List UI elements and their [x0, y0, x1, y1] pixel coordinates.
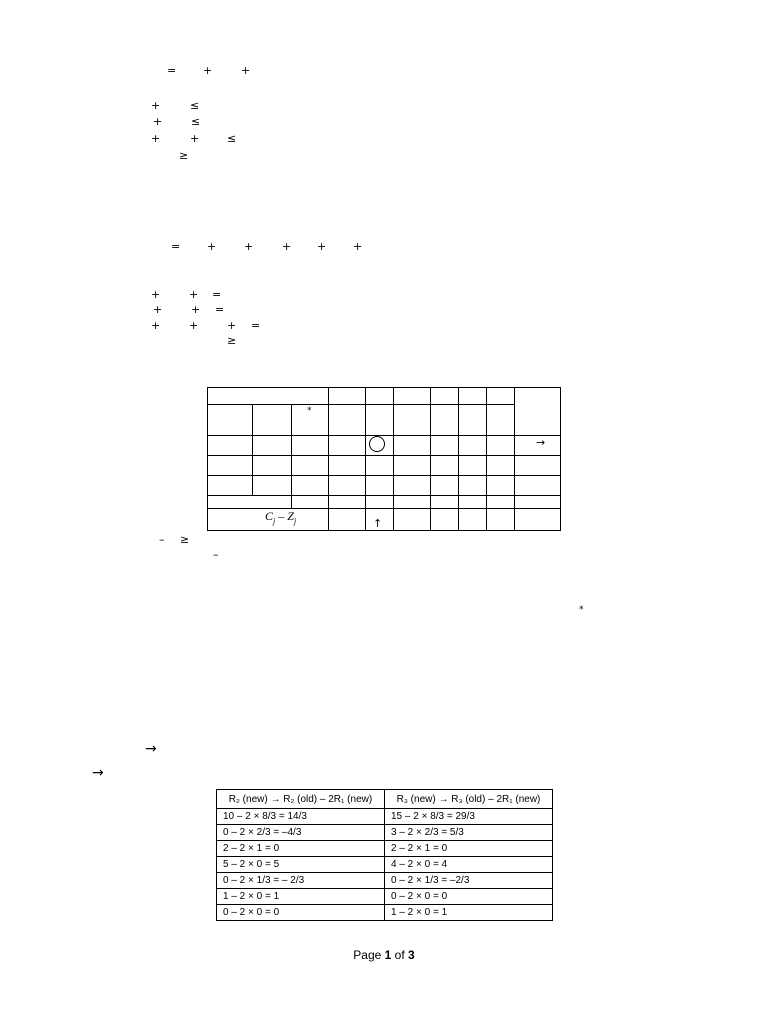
page-footer [0, 948, 768, 962]
table-row [217, 825, 553, 841]
constraint1-row2-leq: ≤ [191, 115, 201, 128]
row-op-cell: 1 – 2 × 0 = 1 [385, 905, 553, 921]
constraint1-row1-leq: ≤ [190, 99, 200, 112]
row-op-header-r2: R₂ (new) → R₂ (old) – 2R₁ (new) [217, 790, 385, 809]
constraint1-row1-plus: + [151, 99, 161, 112]
row-op-cell: 2 – 2 × 1 = 0 [385, 841, 553, 857]
objective2-plus-3: + [282, 240, 292, 253]
objective2-plus-4: + [317, 240, 327, 253]
constraint2-row1-plus-2: + [189, 288, 199, 301]
constraint2-row3-equals: = [251, 319, 261, 332]
pivot-column-arrow: ↑ [373, 517, 383, 530]
footer-page-number: 1 [384, 948, 392, 962]
simplex-tableau [207, 387, 561, 531]
constraint1-nonnegativity: ≥ [179, 149, 189, 162]
objective2-plus-2: + [244, 240, 254, 253]
constraint2-row1-equals: = [212, 288, 222, 301]
table-row [217, 889, 553, 905]
row-op-cell: 0 – 2 × 1/3 = –2/3 [385, 873, 553, 889]
objective1-plus-2: + [241, 64, 251, 77]
row-op-cell: 3 – 2 × 2/3 = 5/3 [385, 825, 553, 841]
after-table-minus: – [159, 533, 165, 546]
entering-row-arrow: → [536, 436, 546, 449]
row-operations-table [216, 789, 553, 921]
constraint1-row3-plus-2: + [190, 132, 200, 145]
objective2-plus-5: + [353, 240, 363, 253]
table-row [217, 790, 553, 809]
row-op-cell: 0 – 2 × 0 = 0 [385, 889, 553, 905]
row-op-cell: 5 – 2 × 0 = 5 [217, 857, 385, 873]
cj-minus-zj-label: $C_j - Z_j$ [265, 509, 297, 526]
footer-of-word: of [394, 948, 405, 962]
table-row [217, 841, 553, 857]
constraint1-row3-plus-1: + [151, 132, 161, 145]
row-op-cell: 15 – 2 × 8/3 = 29/3 [385, 809, 553, 825]
row-operation-arrow-1: → [145, 741, 157, 757]
table-row [217, 905, 553, 921]
constraint2-row3-plus-3: + [227, 319, 237, 332]
table-row [217, 873, 553, 889]
row-op-cell: 0 – 2 × 0 = 0 [217, 905, 385, 921]
after-table-geq: ≥ [180, 533, 190, 546]
objective1-equals: = [167, 64, 177, 77]
objective2-plus-1: + [207, 240, 217, 253]
objective1-plus-1: + [203, 64, 213, 77]
row-op-header-r3: R₃ (new) → R₃ (old) – 2R₁ (new) [385, 790, 553, 809]
stray-star-marker: * [579, 605, 584, 615]
constraint2-row2-plus-1: + [153, 303, 163, 316]
footer-page-word: Page [353, 948, 382, 962]
footer-total-pages: 3 [408, 948, 415, 962]
constraint2-row2-plus-2: + [191, 303, 201, 316]
row-op-cell: 0 – 2 × 2/3 = –4/3 [217, 825, 385, 841]
row-op-cell: 4 – 2 × 0 = 4 [385, 857, 553, 873]
table-row [217, 809, 553, 825]
constraint2-nonnegativity: ≥ [227, 334, 237, 347]
constraint2-row3-plus-1: + [151, 319, 161, 332]
objective2-equals: = [171, 240, 181, 253]
table-row [217, 857, 553, 873]
constraint1-row2-plus: + [153, 115, 163, 128]
row-op-cell: 1 – 2 × 0 = 1 [217, 889, 385, 905]
row-operation-arrow-2: → [92, 765, 104, 781]
tableau-star-marker: * [307, 406, 312, 416]
row-op-cell: 10 – 2 × 8/3 = 14/3 [217, 809, 385, 825]
after-table-dash: – [213, 548, 219, 561]
row-op-cell: 2 – 2 × 1 = 0 [217, 841, 385, 857]
pivot-element-circle [369, 436, 385, 452]
constraint2-row3-plus-2: + [189, 319, 199, 332]
row-op-cell: 0 – 2 × 1/3 = – 2/3 [217, 873, 385, 889]
constraint2-row2-equals: = [215, 303, 225, 316]
constraint1-row3-leq: ≤ [227, 132, 237, 145]
constraint2-row1-plus-1: + [151, 288, 161, 301]
